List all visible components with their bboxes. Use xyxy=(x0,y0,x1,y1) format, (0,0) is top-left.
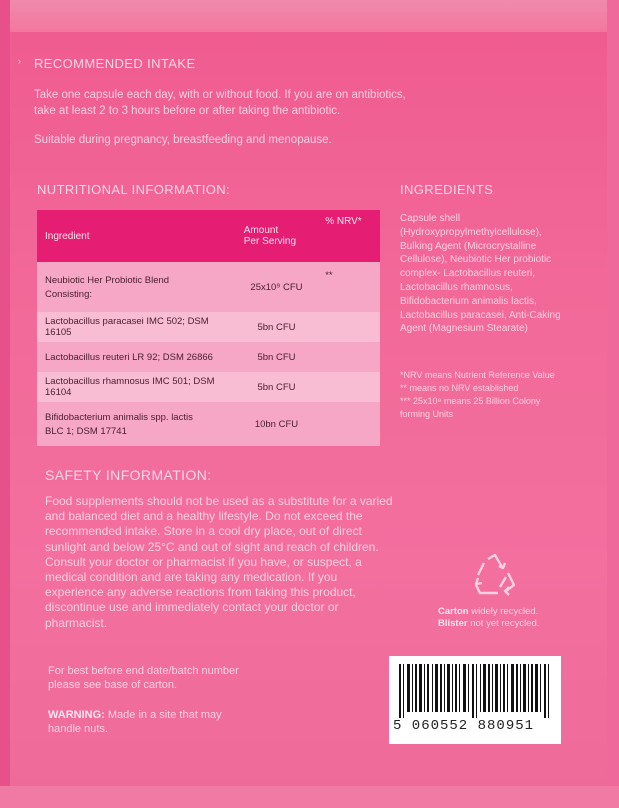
ingredients-line: Cellulose), Neubiotic Her probiotic xyxy=(400,254,552,266)
safety-information-text xyxy=(45,494,393,631)
header-amount-line-2: Per Serving xyxy=(243,236,297,247)
row-amount: 5bn CFU xyxy=(236,372,317,402)
ingredients-line: Lactobacillus paracasei, Anti-Caking xyxy=(400,309,561,321)
row-ingredient-line-1: Bifidobacterium animalis spp. lactis xyxy=(45,411,193,423)
box-bottom-edge xyxy=(0,786,619,808)
row-ingredient xyxy=(37,402,236,446)
carton-label: Carton xyxy=(438,606,469,617)
safety-information-heading: SAFETY INFORMATION: xyxy=(45,467,212,483)
row-amount: 10bn CFU xyxy=(236,402,317,446)
recommended-intake-line-1: Take one capsule each day, with or without food. If you are on antibiotics, xyxy=(34,89,406,101)
best-before-info xyxy=(48,664,239,692)
row-amount: 25x10⁹ CFU xyxy=(236,262,317,312)
nutritional-information-heading: NUTRITIONAL INFORMATION: xyxy=(37,182,231,197)
barcode-number: 5 060552 880951 xyxy=(393,718,535,734)
box-top-edge xyxy=(0,0,619,32)
blister-status: not yet recycled. xyxy=(467,618,540,629)
row-amount: 5bn CFU xyxy=(236,342,317,372)
table-row xyxy=(37,342,380,372)
safety-line: and balanced diet and a healthy lifestyle. Do not exceed the xyxy=(45,509,363,524)
safety-line: sunlight and below 25°C and out of sight and reach of children. xyxy=(45,539,379,554)
footnote-line: *** 25x10⁹ means 25 Billion Colony xyxy=(400,396,541,406)
row-amount: 5bn CFU xyxy=(236,312,317,342)
safety-line: Consult your doctor or pharmacist if you have, or suspect, a xyxy=(45,554,362,569)
header-ingredient: Ingredient xyxy=(37,210,236,262)
ingredients-line: Bifidobacterium animalis lactis, xyxy=(400,295,537,307)
recycle-icon xyxy=(470,553,520,599)
carton-status: widely recycled. xyxy=(468,606,539,617)
row-ingredient-line-2: Consisting: xyxy=(45,288,92,300)
barcode-bars xyxy=(397,664,553,718)
nutritional-table xyxy=(37,210,380,446)
table-row xyxy=(37,402,380,446)
row-ingredient xyxy=(37,262,236,312)
warning-line-1: Made in a site that may xyxy=(104,709,222,721)
table-row xyxy=(37,262,380,312)
ingredients-list xyxy=(400,212,575,336)
safety-line: discontinue use and immediately contact your doctor or xyxy=(45,600,339,615)
ingredients-line: (Hydroxypropylmethylcellulose), xyxy=(400,226,542,238)
header-nrv: % NRV* xyxy=(317,210,380,262)
row-ingredient: Lactobacillus reuteri LR 92; DSM 26866 xyxy=(37,342,236,372)
safety-line: medical condition and are taking any medication. If you xyxy=(45,570,338,585)
blister-label: Blister xyxy=(438,618,468,629)
allergen-warning xyxy=(48,708,222,736)
chevron-icon: › xyxy=(18,56,21,66)
recycling-info xyxy=(438,606,539,630)
box-left-edge xyxy=(0,0,10,808)
safety-line: recommended intake. Store in a cool dry place, out of direct xyxy=(45,524,362,539)
row-nrv xyxy=(317,312,380,342)
ingredients-heading: INGREDIENTS xyxy=(400,182,494,197)
blister-recycling xyxy=(438,618,539,630)
row-nrv xyxy=(317,342,380,372)
box-right-edge xyxy=(607,0,619,808)
footnote-line: forming Units xyxy=(400,409,454,419)
row-ingredient: Lactobacillus rhamnosus IMC 501; DSM 16104 xyxy=(37,372,236,402)
ingredients-line: Agent (Magnesium Stearate) xyxy=(400,323,528,335)
row-ingredient-line-1: Neubiotic Her Probiotic Blend xyxy=(45,274,170,286)
row-ingredient-line-2: BLC 1; DSM 17741 xyxy=(45,425,127,437)
recommended-intake-heading: RECOMMENDED INTAKE xyxy=(34,56,196,71)
best-before-line-1: For best before end date/batch number xyxy=(48,665,239,677)
table-row xyxy=(37,312,380,342)
safety-line: Food supplements should not be used as a substitute for a varied xyxy=(45,494,393,508)
row-nrv xyxy=(317,402,380,446)
ingredients-line: Bulking Agent (Microcrystalline xyxy=(400,240,537,252)
row-ingredient: Lactobacillus paracasei IMC 502; DSM 16105 xyxy=(37,312,236,342)
ingredients-line: Lactobacillus rhamnosus, xyxy=(400,281,513,293)
carton-recycling xyxy=(438,606,539,618)
warning-label: WARNING: xyxy=(48,709,105,721)
barcode xyxy=(389,656,561,744)
header-amount-line-1: Amount xyxy=(243,225,279,236)
row-nrv: ** xyxy=(317,262,380,312)
table-header-row xyxy=(37,210,380,262)
recommended-intake-line-2: take at least 2 to 3 hours before or after taking the antibiotic. xyxy=(34,105,341,117)
table-row xyxy=(37,372,380,402)
warning-line-2: handle nuts. xyxy=(48,723,108,735)
footnotes xyxy=(400,369,575,421)
best-before-line-2: please see base of carton. xyxy=(48,679,178,691)
ingredients-line: Capsule shell xyxy=(400,213,461,224)
footnote-line: *NRV means Nutrient Reference Value xyxy=(400,370,555,380)
safety-line: pharmacist. xyxy=(45,615,108,630)
footnote-line: ** means no NRV established xyxy=(400,383,519,393)
safety-line: experience any adverse reactions from taking this product, xyxy=(45,585,356,600)
row-nrv xyxy=(317,372,380,402)
ingredients-line: complex- Lactobacillus reuteri, xyxy=(400,268,536,280)
suitability-note: Suitable during pregnancy, breastfeeding and menopause. xyxy=(34,134,332,146)
header-amount xyxy=(236,210,317,262)
